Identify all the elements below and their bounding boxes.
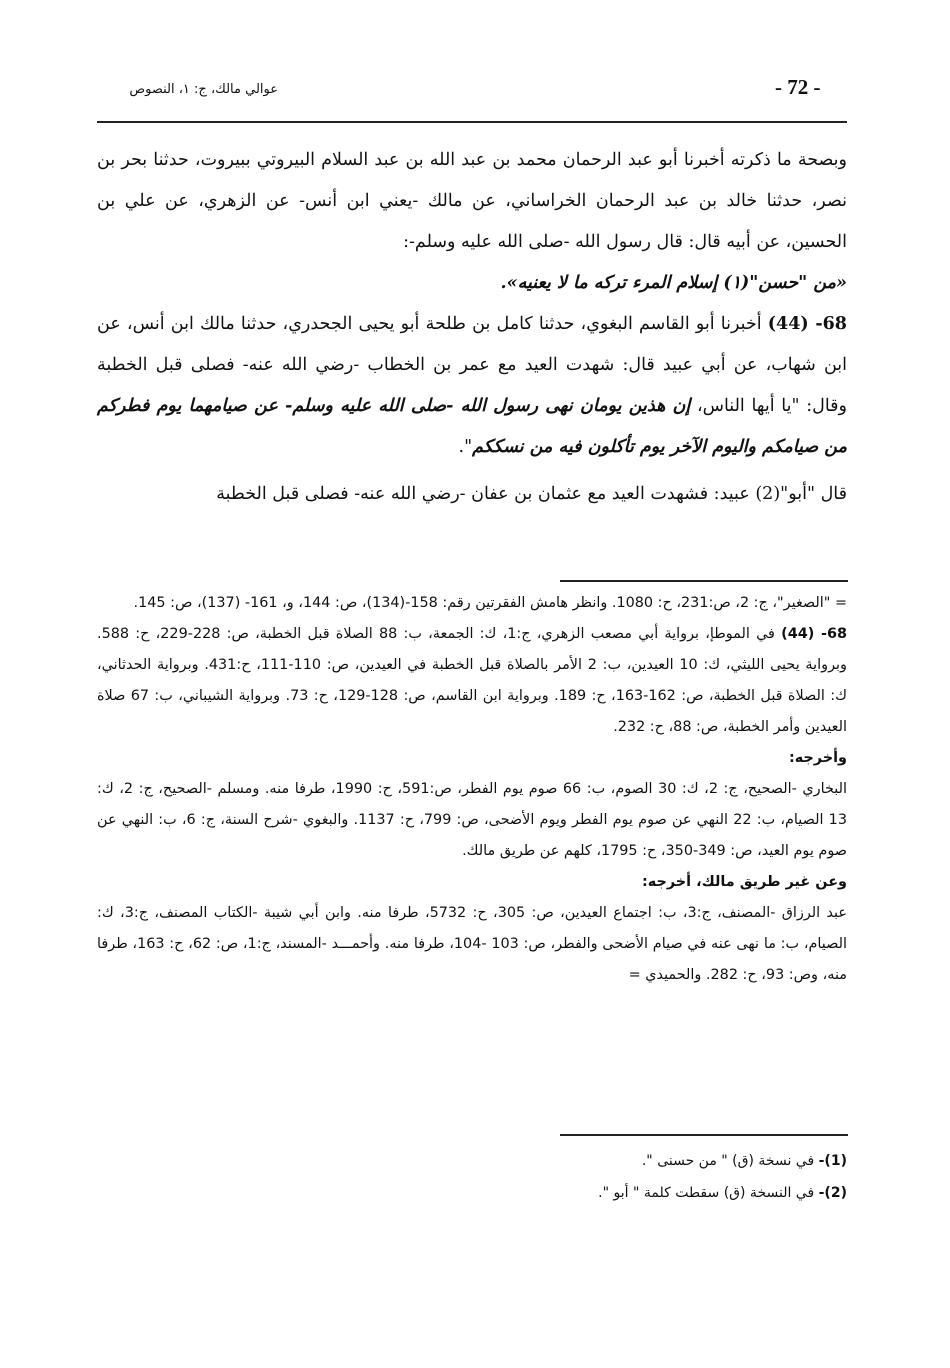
note-label: وعن غير طريق مالك، أخرجه:: [642, 874, 847, 890]
note-text: البخاري -الصحيح، ج: 2، ك: 30 الصوم، ب: 66 صوم يوم الفطر، ص:591، ح: 1990، طرفا منه. ومسلم -الصحيح، ج: 2، ك: 13 الصيام، ب: 22 النهي عن صوم يوم الفطر ويوم الأضحى، ص: 799، ح: 1137. والبغوي -شرح السنة، ج: 6، ب: النهي عن صوم يوم العيد، ص: 349-350، ح: 1795، كلهم عن طريق مالك.: [97, 781, 847, 859]
note-text: عبد الرزاق -المصنف، ج:3، ب: اجتماع العيدين، ص: 305، ح: 5732، طرفا منه. وابن أبي شيبة -الكتاب المصنف، ج:3، ك: الصيام، ب: ما نهى عنه في صيام الأضحى والفطر، ص: 103 -104، طرفا منه. وأحمـــد -المسند، ج:1، ص: 62، ح: 163، طرفا منه، وص: 93، ح: 282. والحميدي =: [97, 905, 847, 983]
header-divider: [97, 121, 847, 123]
note-68: [97, 619, 847, 743]
footnote-number: (1)-: [818, 1153, 847, 1169]
takhrij-notes: [97, 588, 847, 991]
notes-divider: [560, 580, 848, 582]
page-number: - 72 -: [775, 75, 821, 99]
footnotes: [97, 1145, 847, 1209]
hadith-quote: «من "حسن"(١) إسلام المرء تركه ما لا يعنيه».: [500, 273, 847, 293]
footnote-1: [97, 1145, 847, 1177]
paragraph-text: وبصحة ما ذكرته أخبرنا أبو عبد الرحمان محمد بن عبد الله بن عبد السلام البيروتي ببيروت، حدثنا بحر بن نصر، حدثنا خالد بن عبد الرحمان الخراساني، عن مالك -يعني ابن أنس- عن الزهري، عن علي بن الحسين، عن أبيه قال: قال رسول الله -صلى الله عليه وسلم-:: [97, 150, 847, 252]
hadith-quote: إن هذين يومان نهى رسول الله -صلى الله عليه وسلم- عن صيامهما يوم فطركم من صيامكم واليوم الآخر يوم تأكلون فيه من نسككم: [97, 396, 847, 457]
paragraph-hadith-68: [97, 304, 847, 468]
running-title: عوالي مالك، ج: ١، النصوص: [129, 82, 278, 97]
footnote-2: [97, 1177, 847, 1209]
footnotes-divider: [560, 1134, 848, 1136]
note-continuation: = "الصغير"، ج: 2، ص:231، ح: 1080. وانظر هامش الفقرتين رقم: 158-(134)، ص: 144، و، 161- (137)، ص: 145.: [133, 595, 847, 611]
main-text: [97, 140, 847, 515]
note-number: 68- (44): [781, 626, 848, 642]
paragraph-isnad: [97, 140, 847, 304]
footnote-text: في نسخة (ق) " من حسنى ".: [641, 1153, 815, 1169]
paragraph-continuation: قال "أبو"(2) عبيد: فشهدت العيد مع عثمان بن عفان -رضي الله عنه- فصلى قبل الخطبة: [216, 484, 847, 504]
note-text: في الموطإ، برواية أبي مصعب الزهري، ج:1، ك: الجمعة، ب: 88 الصلاة قبل الخطبة، ص: 228-229، ح: 588. وبرواية يحيى الليثي، ك: 10 العيدين، ب: 2 الأمر بالصلاة قبل الخطبة في العيدين، ص: 110-111، ح:431. وبرواية الحدثاني، ك: الصلاة قبل الخطبة، ص: 162-163، ح: 189. وبرواية ابن القاسم، ص: 128-129، ح: 73. وبرواية الشيباني، ب: 67 صلاة العيدين وأمر الخطبة، ص: 88، ح: 232.: [97, 626, 848, 735]
paragraph-text: أخبرنا أبو القاسم البغوي، حدثنا كامل بن طلحة أبو يحيى الجحدري، حدثنا مالك ابن أنس، عن ابن شهاب، عن أبي عبيد قال: شهدت العيد مع عمر بن الخطاب -رضي الله عنه- فصلى قبل الخطبة وقال: "يا أيها الناس،: [97, 314, 847, 416]
note-label: وأخرجه:: [788, 750, 847, 766]
hadith-number: 68- (44): [767, 314, 847, 334]
footnote-text: في النسخة (ق) سقطت كلمة " أبو ".: [598, 1185, 815, 1201]
footnote-number: (2)-: [818, 1185, 847, 1201]
quote-close: ".: [458, 437, 473, 457]
